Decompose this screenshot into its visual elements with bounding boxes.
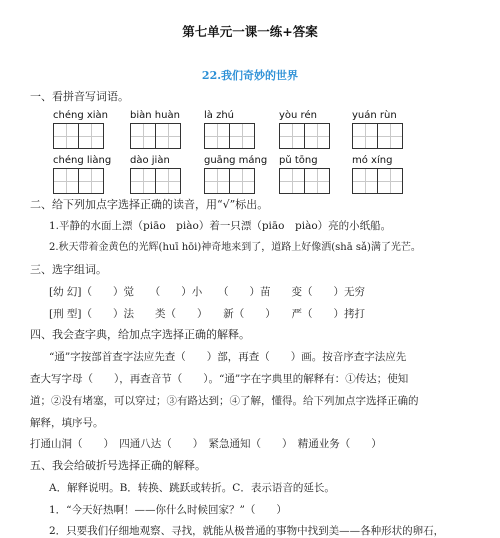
writing-box[interactable] xyxy=(155,168,181,194)
word-group xyxy=(130,110,180,149)
section2-heading: 二、给下列加点字选择正确的读音，用“√”标出。 xyxy=(30,198,269,211)
writing-box[interactable] xyxy=(304,123,330,149)
section4-heading: 四、我会查字典，给加点字选择正确的解释。 xyxy=(30,328,250,341)
pinyin-label: là zhú xyxy=(204,110,235,121)
pinyin-label: dào jiàn xyxy=(130,155,170,166)
section5-question-1: 1．“今天好热啊！——你什么时候回家？”（ ） xyxy=(49,504,287,516)
writing-box[interactable] xyxy=(279,123,305,149)
writing-box[interactable] xyxy=(229,123,255,149)
word-group xyxy=(204,110,254,149)
writing-box[interactable] xyxy=(53,123,79,149)
writing-box[interactable] xyxy=(204,123,230,149)
section4-fill-blanks: 打通山洞（ ） 四通八达（ ） 紧急通知（ ） 精通业务（ ） xyxy=(30,438,382,450)
writing-box[interactable] xyxy=(204,168,230,194)
section3-heading: 三、选字组词。 xyxy=(30,263,107,276)
word-group xyxy=(352,110,402,149)
section3-question-1: [幼 幻]（ ）觉 （ ）小 （ ）苗 变（ ）无穷 xyxy=(49,286,366,298)
page-title: 第七单元一课一练+答案 xyxy=(182,24,318,39)
writing-box[interactable] xyxy=(130,168,156,194)
section5-options: A．解释说明。B．转换、跳跃或转折。C．表示语音的延长。 xyxy=(49,482,335,494)
writing-box[interactable] xyxy=(229,168,255,194)
word-group xyxy=(53,110,108,149)
writing-box[interactable] xyxy=(155,123,181,149)
word-group xyxy=(130,155,180,194)
section4-paragraph-3: 道；②没有堵塞，可以穿过；③有路达到；④了解，懂得。给下列加点字选择正确的 xyxy=(30,395,419,407)
word-group xyxy=(279,110,329,149)
pinyin-label: chéng xiàn xyxy=(53,110,109,121)
pinyin-label: yuán rùn xyxy=(352,110,397,121)
section5-question-2: 2．只要我们仔细地观察、寻找，就能从极普通的事物中找到美——各种形状的卵石， xyxy=(49,525,445,537)
writing-box[interactable] xyxy=(304,168,330,194)
section5-heading: 五、我会给破折号选择正确的解释。 xyxy=(30,459,206,472)
writing-box[interactable] xyxy=(130,123,156,149)
writing-box[interactable] xyxy=(352,168,378,194)
writing-box[interactable] xyxy=(78,168,104,194)
word-group xyxy=(279,155,329,194)
writing-box[interactable] xyxy=(279,168,305,194)
section4-paragraph-1: “通”字按部首查字法应先查（ ）部，再查（ ）画。按音序查字法应先 xyxy=(49,351,407,363)
pinyin-label: yòu rén xyxy=(279,110,317,121)
pinyin-label: mó xíng xyxy=(352,155,393,166)
word-group xyxy=(352,155,402,194)
pinyin-label: chéng liàng xyxy=(53,155,112,166)
word-group xyxy=(53,155,111,194)
section4-paragraph-4: 解释，填序号。 xyxy=(30,417,104,429)
section2-question-2: 2.秋天带着金黄色的光辉(huī hōi)神奇地来到了，道路上好像洒(shā sǎ)满了光芒。 xyxy=(49,242,421,253)
writing-box[interactable] xyxy=(352,123,378,149)
pinyin-label: guāng máng xyxy=(204,155,268,166)
section2-question-1: 1.平静的水面上漂（piāo piào）着一只漂（piāo piào）亮的小纸船。 xyxy=(49,220,392,232)
pinyin-label: pǔ tōng xyxy=(279,155,318,166)
section4-paragraph-2: 查大写字母（ ），再查音节（ ）。“通”字在字典里的解释有：①传达；使知 xyxy=(30,373,409,385)
word-group xyxy=(204,155,267,194)
section1-heading: 一、看拼音写词语。 xyxy=(30,90,129,103)
lesson-title: 22.我们奇妙的世界 xyxy=(201,69,299,82)
writing-box[interactable] xyxy=(53,168,79,194)
pinyin-label: biàn huàn xyxy=(130,110,180,121)
writing-box[interactable] xyxy=(377,168,403,194)
writing-box[interactable] xyxy=(78,123,104,149)
writing-box[interactable] xyxy=(377,123,403,149)
section3-question-2: [刑 型]（ ）法 类（ ） 新（ ） 严（ ）拷打 xyxy=(49,308,366,320)
